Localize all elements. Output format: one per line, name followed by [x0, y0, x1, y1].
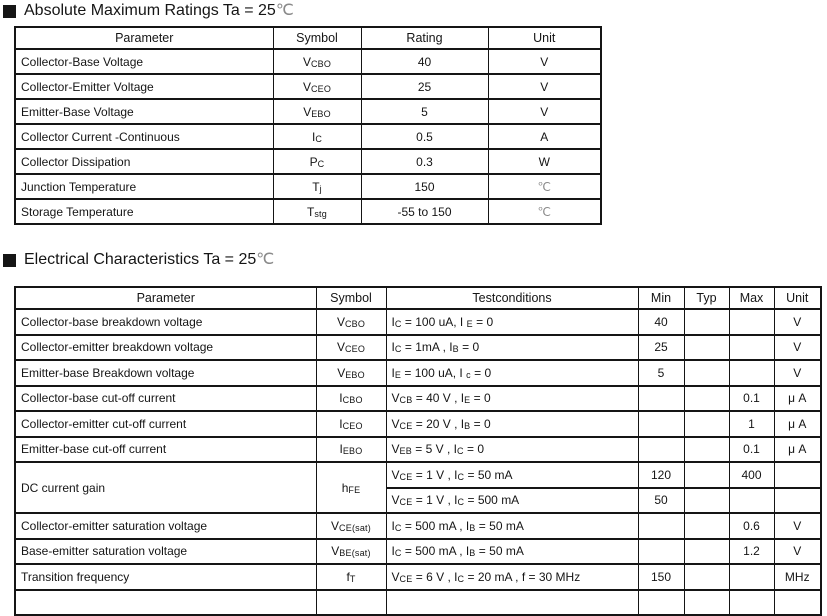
cell-typ [684, 411, 729, 437]
cell-conditions: VCE = 1 V , IC = 50 mA [386, 462, 638, 488]
cell-unit [774, 462, 821, 488]
partial-row [15, 590, 821, 616]
cell-rating: 0.3 [361, 149, 488, 174]
elec-char-section-title [3, 252, 274, 268]
header-cell-parameter: Parameter [15, 287, 316, 309]
cell-parameter: Emitter-Base Voltage [15, 99, 273, 124]
cell-symbol: PC [273, 149, 361, 174]
cell-parameter: Storage Temperature [15, 199, 273, 224]
table-row [15, 199, 601, 224]
t2-body [15, 309, 821, 615]
abs-max-section-title [3, 3, 294, 19]
section-bullet-icon [3, 5, 16, 18]
cell-min [638, 513, 684, 539]
absolute-maximum-ratings-table [14, 26, 602, 225]
section-title-text: Electrical Characteristics Ta = 25℃ [24, 251, 275, 268]
cell-max: 1.2 [729, 539, 774, 565]
cell-unit [774, 488, 821, 514]
cell-parameter: Collector Current -Continuous [15, 124, 273, 149]
cell-symbol: VCEO [273, 74, 361, 99]
cell-conditions: IC = 1mA , IB = 0 [386, 335, 638, 361]
cell-symbol: VEBO [316, 360, 386, 386]
cell-max: 0.1 [729, 437, 774, 463]
cell-typ [684, 564, 729, 590]
cell-rating: 150 [361, 174, 488, 199]
cell-min: 25 [638, 335, 684, 361]
header-cell-typ: Typ [684, 287, 729, 309]
cell-rating: 5 [361, 99, 488, 124]
cell-conditions: VCE = 6 V , IC = 20 mA , f = 30 MHz [386, 564, 638, 590]
table-header-row [15, 287, 821, 309]
cell-typ [684, 437, 729, 463]
empty-cell [729, 590, 774, 616]
cell-symbol: ICEO [316, 411, 386, 437]
table-row [15, 386, 821, 412]
header-cell-symbol: Symbol [273, 27, 361, 49]
cell-min [638, 437, 684, 463]
cell-parameter: Collector Dissipation [15, 149, 273, 174]
cell-min: 50 [638, 488, 684, 514]
cell-unit: W [488, 149, 601, 174]
empty-cell [774, 590, 821, 616]
cell-parameter: Collector-base cut-off current [15, 386, 316, 412]
header-cell-rating: Rating [361, 27, 488, 49]
cell-min [638, 411, 684, 437]
cell-parameter: Emitter-base cut-off current [15, 437, 316, 463]
empty-cell [316, 590, 386, 616]
empty-cell [15, 590, 316, 616]
cell-parameter: Collector-emitter cut-off current [15, 411, 316, 437]
cell-symbol: hFE [316, 462, 386, 513]
cell-rating: 0.5 [361, 124, 488, 149]
cell-symbol: ICBO [316, 386, 386, 412]
table-row [15, 437, 821, 463]
cell-parameter: Collector-Base Voltage [15, 49, 273, 74]
cell-unit: MHz [774, 564, 821, 590]
header-cell-min: Min [638, 287, 684, 309]
cell-max [729, 360, 774, 386]
cell-min: 120 [638, 462, 684, 488]
cell-unit: V [774, 335, 821, 361]
table-row [15, 99, 601, 124]
empty-cell [386, 590, 638, 616]
table-row [15, 564, 821, 590]
table-row [15, 462, 821, 488]
section-bullet-icon [3, 254, 16, 267]
cell-rating: 25 [361, 74, 488, 99]
cell-symbol: VCEO [316, 335, 386, 361]
cell-symbol: Tstg [273, 199, 361, 224]
cell-max: 0.1 [729, 386, 774, 412]
cell-parameter: Base-emitter saturation voltage [15, 539, 316, 565]
cell-unit: V [774, 309, 821, 335]
cell-unit: V [774, 539, 821, 565]
electrical-characteristics-table [14, 286, 822, 616]
empty-cell [684, 590, 729, 616]
cell-max [729, 564, 774, 590]
table-row [15, 513, 821, 539]
table-row [15, 309, 821, 335]
header-cell-unit: Unit [774, 287, 821, 309]
cell-min: 150 [638, 564, 684, 590]
cell-parameter: Junction Temperature [15, 174, 273, 199]
cell-min [638, 386, 684, 412]
cell-conditions: IC = 500 mA , IB = 50 mA [386, 539, 638, 565]
cell-parameter: Emitter-base Breakdown voltage [15, 360, 316, 386]
cell-symbol: fT [316, 564, 386, 590]
cell-conditions: VCE = 20 V , IB = 0 [386, 411, 638, 437]
cell-unit: μ A [774, 386, 821, 412]
cell-parameter: Collector-emitter breakdown voltage [15, 335, 316, 361]
cell-max: 1 [729, 411, 774, 437]
cell-max [729, 488, 774, 514]
table-row [15, 124, 601, 149]
cell-max [729, 309, 774, 335]
cell-unit: V [774, 513, 821, 539]
table-row [15, 335, 821, 361]
cell-parameter: Collector-emitter saturation voltage [15, 513, 316, 539]
cell-unit: μ A [774, 411, 821, 437]
table-row [15, 149, 601, 174]
cell-unit: V [488, 99, 601, 124]
header-cell-symbol: Symbol [316, 287, 386, 309]
cell-max [729, 335, 774, 361]
cell-conditions: IC = 500 mA , IB = 50 mA [386, 513, 638, 539]
cell-rating: -55 to 150 [361, 199, 488, 224]
cell-typ [684, 309, 729, 335]
cell-symbol: IEBO [316, 437, 386, 463]
cell-symbol: VCE(sat) [316, 513, 386, 539]
table-row [15, 539, 821, 565]
cell-typ [684, 513, 729, 539]
header-cell-conditions: Testconditions [386, 287, 638, 309]
cell-min: 40 [638, 309, 684, 335]
cell-min [638, 539, 684, 565]
cell-max: 0.6 [729, 513, 774, 539]
cell-rating: 40 [361, 49, 488, 74]
table-row [15, 411, 821, 437]
cell-min: 5 [638, 360, 684, 386]
cell-symbol: VCBO [273, 49, 361, 74]
cell-symbol: IC [273, 124, 361, 149]
header-cell-unit: Unit [488, 27, 601, 49]
cell-conditions: IC = 100 uA, I E = 0 [386, 309, 638, 335]
t1-body [15, 49, 601, 224]
cell-parameter: DC current gain [15, 462, 316, 513]
section-title-text: Absolute Maximum Ratings Ta = 25℃ [24, 2, 294, 19]
cell-typ [684, 386, 729, 412]
table-row [15, 49, 601, 74]
cell-symbol: VCBO [316, 309, 386, 335]
cell-symbol: Tj [273, 174, 361, 199]
cell-typ [684, 360, 729, 386]
table-row [15, 74, 601, 99]
empty-cell [638, 590, 684, 616]
table-row [15, 174, 601, 199]
cell-conditions: VCE = 1 V , IC = 500 mA [386, 488, 638, 514]
cell-symbol: VEBO [273, 99, 361, 124]
cell-conditions: VEB = 5 V , IC = 0 [386, 437, 638, 463]
cell-max: 400 [729, 462, 774, 488]
cell-parameter: Transition frequency [15, 564, 316, 590]
table-header-row [15, 27, 601, 49]
cell-typ [684, 335, 729, 361]
cell-conditions: IE = 100 uA, I c = 0 [386, 360, 638, 386]
cell-symbol: VBE(sat) [316, 539, 386, 565]
cell-unit: V [488, 74, 601, 99]
header-cell-parameter: Parameter [15, 27, 273, 49]
cell-unit: V [488, 49, 601, 74]
header-cell-max: Max [729, 287, 774, 309]
cell-typ [684, 488, 729, 514]
cell-unit: ℃ [488, 199, 601, 224]
cell-unit: μ A [774, 437, 821, 463]
cell-unit: A [488, 124, 601, 149]
cell-typ [684, 539, 729, 565]
cell-unit: ℃ [488, 174, 601, 199]
cell-typ [684, 462, 729, 488]
cell-parameter: Collector-Emitter Voltage [15, 74, 273, 99]
cell-conditions: VCB = 40 V , IE = 0 [386, 386, 638, 412]
cell-unit: V [774, 360, 821, 386]
cell-parameter: Collector-base breakdown voltage [15, 309, 316, 335]
table-row [15, 360, 821, 386]
